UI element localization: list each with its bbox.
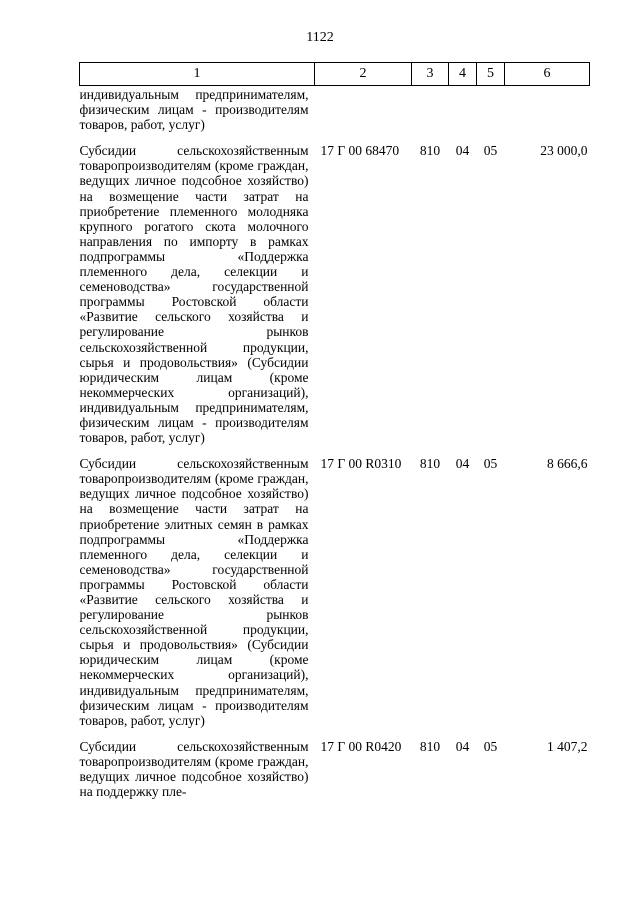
column-header-6: 6 (505, 63, 590, 86)
row-description: Субсидии сельскохозяйственным товаропроизводителям (кроме граждан, ведущих личное подсобное хозяйство) на поддержку пле- (79, 738, 309, 800)
budget-table (79, 62, 590, 799)
row-col3 (412, 86, 449, 133)
row-col5: 05 (483, 456, 498, 472)
table-row (80, 132, 590, 445)
row-description: Субсидии сельскохозяйственным товаропроизводителям (кроме граждан, ведущих личное подсобное хозяйство) на возмещение части затрат на приобретение племенного молодняка крупного рогатого скота молочного направления по импорту в рамках подпрограммы «Поддержка племенного дела, селекции и семеноводства» государственной программы Ростовской области «Развитие сельского хозяйства и регулирование рынков сельскохозяйственной продукции, сырья и продовольствия» (Субсидии юридическим лицам (кроме некоммерческих организаций), индивидуальным предпринимателям, физическим лицам - производителям товаров, работ, услуг) (79, 143, 309, 446)
table-row (80, 86, 590, 133)
row-col3: 810 (419, 143, 441, 159)
row-description: Субсидии сельскохозяйственным товаропроизводителям (кроме граждан, ведущих личное подсобное хозяйство) на возмещение части затрат на приобретение элитных семян в рамках подпрограммы «Поддержка племенного дела, селекции и семеноводства» государственной программы Ростовской области «Развитие сельского хозяйства и регулирование рынков сельскохозяйственной продукции, сырья и продовольствия» (Субсидии юридическим лицам (кроме некоммерческих организаций), индивидуальным предпринимателям, физическим лицам - производителям товаров, работ, услуг) (79, 456, 309, 728)
row-col5: 05 (483, 738, 498, 754)
row-amount (505, 86, 590, 133)
page-number: 1122 (306, 30, 334, 45)
column-header-3: 3 (412, 63, 449, 86)
row-col3: 810 (419, 738, 441, 754)
table-header-row (80, 63, 590, 86)
row-amount: 8 666,6 (547, 456, 588, 472)
table-row (80, 445, 590, 728)
row-code: 17 Г 00 R0420 (320, 738, 402, 754)
row-description: индивидуальным предпринимателям, физическим лицам - производителям товаров, работ, услуг) (79, 87, 309, 133)
column-header-1: 1 (80, 63, 315, 86)
table-row (80, 728, 590, 799)
column-header-5: 5 (477, 63, 505, 86)
row-col5 (477, 86, 505, 133)
row-col3: 810 (419, 456, 441, 472)
row-code (315, 86, 412, 133)
row-col4: 04 (455, 456, 470, 472)
row-col4: 04 (455, 143, 470, 159)
column-header-2: 2 (315, 63, 412, 86)
row-col4 (449, 86, 477, 133)
row-amount: 23 000,0 (540, 143, 588, 159)
row-code: 17 Г 00 R0310 (320, 456, 402, 472)
row-col5: 05 (483, 143, 498, 159)
row-amount: 1 407,2 (547, 738, 588, 754)
column-header-4: 4 (449, 63, 477, 86)
row-col4: 04 (455, 738, 470, 754)
row-code: 17 Г 00 68470 (320, 143, 400, 159)
